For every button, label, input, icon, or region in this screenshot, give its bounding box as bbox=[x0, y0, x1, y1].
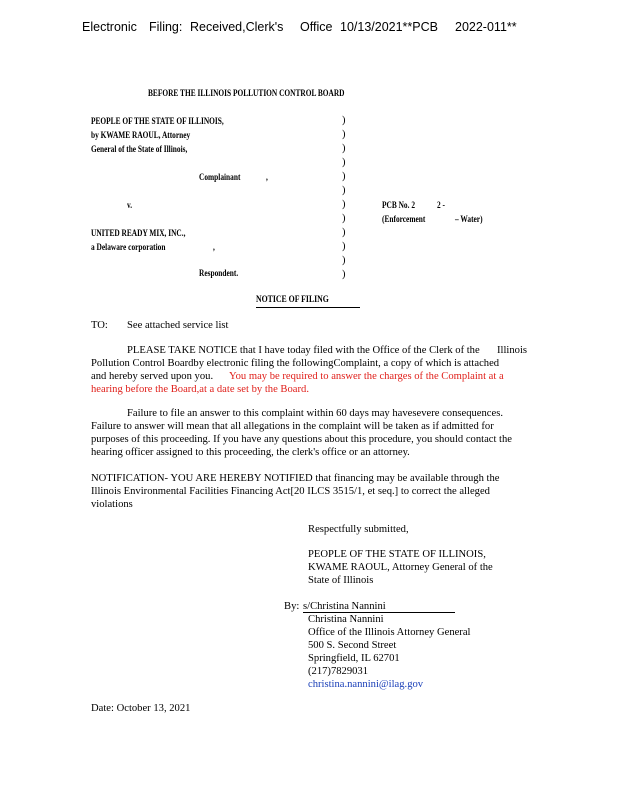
respondent-line-2: a Delaware corporation bbox=[91, 242, 166, 252]
complainant-line-1: PEOPLE OF THE STATE OF ILLINOIS, bbox=[91, 116, 224, 126]
caption-paren: ) bbox=[342, 213, 346, 224]
complainant-line-2: by KWAME RAOUL, Attorney bbox=[91, 130, 191, 140]
caption-paren: ) bbox=[342, 255, 346, 266]
party-line2: KWAME RAOUL, Attorney General of the bbox=[308, 562, 493, 573]
respondent-label: Respondent. bbox=[199, 268, 239, 278]
by-label: By: bbox=[284, 601, 300, 612]
case-number-suffix: 2 - bbox=[437, 200, 445, 210]
para2-line3: purposes of this proceeding. If you have any questions about this procedure, you should contact the bbox=[91, 434, 513, 445]
party-line3: State of Illinois bbox=[308, 575, 374, 586]
caption-paren: ) bbox=[342, 157, 346, 168]
caption-paren: ) bbox=[342, 199, 346, 210]
caption-paren: ) bbox=[342, 227, 346, 238]
attorney-name: Christina Nannini bbox=[308, 614, 384, 625]
header-date-pcb: 10/13/2021**PCB bbox=[340, 20, 438, 34]
to-label: TO: bbox=[91, 320, 108, 331]
electronic-signature: s/Christina Nannini bbox=[303, 601, 386, 612]
notification-line2: Illinois Environmental Facilities Financing Act[20 ILCS 3515/1, et seq.] to correct the alleged bbox=[91, 486, 490, 497]
to-value: See attached service list bbox=[127, 320, 229, 331]
versus-label: v. bbox=[127, 200, 133, 210]
para1-line3: and hereby served upon you. bbox=[91, 371, 214, 382]
caption-paren: ) bbox=[342, 143, 346, 154]
notice-title bbox=[256, 295, 329, 305]
respondent-comma: , bbox=[213, 242, 215, 252]
case-type-water: – Water) bbox=[455, 214, 483, 224]
para2-line1: Failure to file an answer to this complaint within 60 days may havesevere consequences. bbox=[127, 408, 503, 419]
header-electronic: Electronic bbox=[82, 20, 137, 34]
header-case-number: 2022-011** bbox=[455, 20, 517, 34]
email-link[interactable]: christina.nannini@ilag.gov bbox=[308, 679, 424, 690]
respondent-line-1: UNITED READY MIX, INC., bbox=[91, 228, 186, 238]
caption-paren: ) bbox=[342, 185, 346, 196]
notice-title-text: NOTICE OF FILING bbox=[256, 295, 329, 305]
para1-line1-end: Illinois bbox=[497, 345, 528, 356]
date-line: Date: October 13, 2021 bbox=[91, 703, 191, 714]
caption-paren: ) bbox=[342, 129, 346, 140]
para1-line3-warning: You may be required to answer the charges of the Complaint at a bbox=[229, 371, 504, 382]
complainant-label: Complainant bbox=[199, 172, 241, 182]
board-title: BEFORE THE ILLINOIS POLLUTION CONTROL BOARD bbox=[148, 88, 345, 98]
para1-line4-warning: hearing before the Board,at a date set by the Board. bbox=[91, 384, 309, 395]
caption-paren: ) bbox=[342, 241, 346, 252]
para1-line2: Pollution Control Boardby electronic filing the followingComplaint, a copy of which is attached bbox=[91, 358, 500, 369]
phone: (217)7829031 bbox=[308, 666, 369, 677]
closing: Respectfully submitted, bbox=[308, 524, 409, 535]
caption-paren: ) bbox=[342, 269, 346, 280]
header-filing: Filing: bbox=[149, 20, 183, 34]
complainant-comma: , bbox=[266, 172, 268, 182]
party-line1: PEOPLE OF THE STATE OF ILLINOIS, bbox=[308, 549, 486, 560]
para2-line4: hearing officer assigned to this proceeding, the clerk's office or an attorney. bbox=[91, 447, 410, 458]
notice-title-underline bbox=[256, 307, 360, 308]
header-office: Office bbox=[300, 20, 333, 34]
para1-line1: PLEASE TAKE NOTICE that I have today filed with the Office of the Clerk of the bbox=[127, 345, 480, 356]
caption-paren: ) bbox=[342, 115, 346, 126]
para2-line2: Failure to answer will mean that all allegations in the complaint will be taken as if admitted for bbox=[91, 421, 494, 432]
caption-paren: ) bbox=[342, 171, 346, 182]
attorney-office: Office of the Illinois Attorney General bbox=[308, 627, 471, 638]
case-type: (Enforcement bbox=[382, 214, 426, 224]
notification-line1: NOTIFICATION- YOU ARE HEREBY NOTIFIED that financing may be available through the bbox=[91, 473, 500, 484]
complainant-line-3: General of the State of Illinois, bbox=[91, 144, 188, 154]
case-number: PCB No. 2 bbox=[382, 200, 416, 210]
address-line1: 500 S. Second Street bbox=[308, 640, 397, 651]
address-line2: Springfield, IL 62701 bbox=[308, 653, 400, 664]
notification-line3: violations bbox=[91, 499, 133, 510]
header-received: Received,Clerk's bbox=[190, 20, 284, 34]
